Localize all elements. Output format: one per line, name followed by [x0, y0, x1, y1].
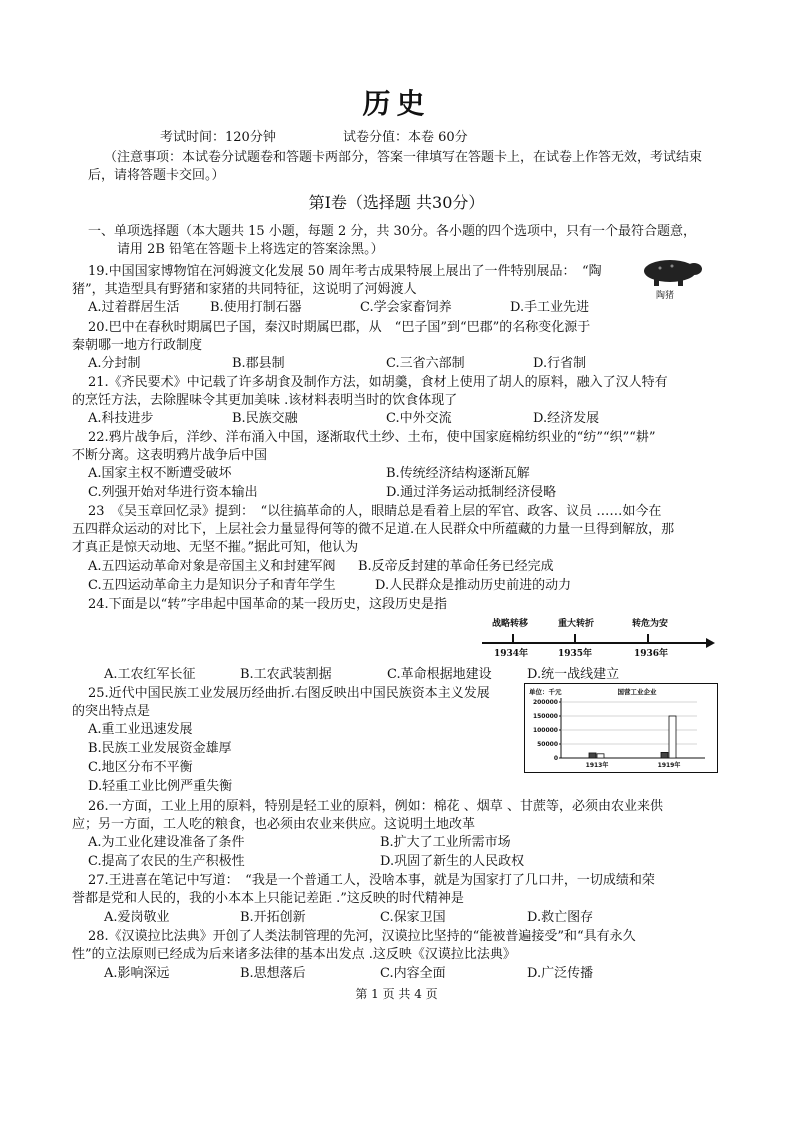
q23-option-a: A.五四运动革命对象是帝国主义和封建军阀 [88, 559, 336, 574]
q21-line-2: 的烹饪方法，去除腥味令其更加美味 .该材料表明当时的饮食体现了 [72, 393, 458, 408]
chart-bar [669, 716, 676, 758]
timeline-tick [574, 634, 576, 644]
timeline-axis [482, 642, 708, 644]
q27-option-a: A.爱岗敬业 [104, 910, 170, 925]
q24-option-b: B.工农武装割据 [240, 667, 332, 682]
q26-option-b: B.扩大了工业所需市场 [380, 835, 511, 850]
notice-line-2: 后，请将答题卡交回。） [88, 168, 225, 183]
chart-unit-label: 单位：千元 [529, 688, 562, 696]
q28-option-c: C.内容全面 [380, 966, 446, 981]
timeline-tick [512, 634, 514, 644]
q23-option-d: D.人民群众是推动历史前进的动力 [375, 578, 572, 593]
timeline-year: 1935年 [558, 649, 593, 659]
q28-option-b: B.思想落后 [240, 966, 306, 981]
q19-line-1: 19.中国国家博物馆在河姆渡文化发展 50 周年考古成果特展上展出了一件特别展品： “陶 [88, 264, 602, 279]
chart-y-tick-label: 150000 [532, 713, 558, 720]
q20-option-b: B.郡县制 [232, 356, 285, 371]
q27-option-b: B.开拓创新 [240, 910, 306, 925]
timeline-year: 1934年 [494, 649, 529, 659]
q22-option-a: A.国家主权不断遭受破坏 [88, 466, 232, 481]
exam-time: 考试时间：120分钟 [160, 130, 276, 145]
timeline-label: 转危为安 [632, 619, 669, 629]
q21-line-1: 21.《齐民要术》中记载了许多胡食及制作方法，如胡羹，食材上使用了胡人的原料，融入了汉人特有 [88, 375, 668, 390]
q22-line-1: 22.鸦片战争后，洋纱、洋布涌入中国，逐渐取代土纱、土布，使中国家庭棉纺织业的“纺”“织”“耕” [88, 430, 656, 445]
q19-line-2: 猪”，其造型具有野猪和家猪的共同特征，这说明了河姆渡人 [72, 282, 417, 297]
chart-category-label: 1919年 [657, 762, 681, 769]
section-title: 第Ⅰ卷（选择题 共30分） [308, 193, 485, 212]
q27-option-c: C.保家卫国 [380, 910, 446, 925]
pottery-pig-image [640, 256, 704, 300]
q23-option-c: C.五四运动革命主力是知识分子和青年学生 [88, 578, 336, 593]
q27-line-2: 誉都是党和人民的，我的小本本上只能记差距 .”这反映的时代精神是 [72, 891, 464, 906]
chart-title: 国营工业企业 [617, 688, 657, 696]
q26-option-c: C.提高了农民的生产积极性 [88, 854, 245, 869]
chart-bar [589, 753, 596, 758]
q19-option-a: A.过着群居生活 [88, 300, 180, 315]
chart-category-label: 1913年 [585, 762, 609, 769]
q25-line-2: 的突出特点是 [72, 704, 151, 719]
q23-line-1: 23 《吴玉章回忆录》提到： “以往搞革命的人，眼睛总是看着上层的军官、政客、议员 ……如今在 [88, 504, 662, 519]
q23-line-2: 五四群众运动的对比下，上层社会力量显得何等的微不足道.在人民群众中所蕴藏的力量一旦得到解放，那 [72, 522, 675, 537]
timeline-tick [647, 634, 649, 644]
q24-option-c: C.革命根据地建设 [387, 667, 492, 682]
q21-option-d: D.经济发展 [533, 411, 600, 426]
q24-line-1: 24.下面是以“转”字串起中国革命的某一段历史，这段历史是指 [88, 597, 447, 612]
timeline-arrow [706, 638, 715, 648]
notice-line-1: （注意事项：本试卷分试题卷和答题卡两部分，答案一律填写在答题卡上，在试卷上作答无效，考试结束 [104, 150, 703, 165]
q22-option-c: C.列强开始对华进行资本输出 [88, 485, 258, 500]
q20-option-c: C.三省六部制 [386, 356, 465, 371]
industry-bar-chart [524, 683, 718, 773]
q20-option-a: A.分封制 [88, 356, 141, 371]
q25-option-a: A.重工业迅速发展 [88, 722, 193, 737]
q26-line-2: 应；另一方面，工人吃的粮食，也必须由农业来供应。这说明土地改革 [72, 817, 476, 832]
q25-option-b: B.民族工业发展资金雄厚 [88, 741, 232, 756]
q22-option-d: D.通过洋务运动抵制经济侵略 [386, 485, 557, 500]
q22-line-2: 不断分离。这表明鸦片战争后中国 [72, 448, 268, 463]
q20-line-2: 秦朝哪一地方行政制度 [72, 338, 203, 353]
q26-option-a: A.为工业化建设准备了条件 [88, 835, 245, 850]
q28-option-d: D.广泛传播 [527, 966, 594, 981]
q19-option-c: C.学会家畜饲养 [360, 300, 452, 315]
chart-y-tick-label: 0 [553, 755, 558, 762]
q26-line-1: 26.一方面，工业上用的原料，特别是轻工业的原料，例如：棉花 、烟草 、甘蔗等，必须由农业来供 [88, 799, 663, 814]
timeline-year: 1936年 [634, 649, 669, 659]
q21-option-c: C.中外交流 [386, 411, 452, 426]
q20-line-1: 20.巴中在春秋时期属巴子国，秦汉时期属巴郡，从 “巴子国”到“巴郡”的名称变化源于 [88, 320, 591, 335]
q21-option-b: B.民族交融 [232, 411, 298, 426]
q28-line-2: 性”的立法原则已经成为后来诸多法律的基本出发点 .这反映《汉谟拉比法典》 [72, 947, 516, 962]
exam-score: 试卷分值：本卷 60分 [343, 130, 468, 145]
q23-option-b: B.反帝反封建的革命任务已经完成 [358, 559, 554, 574]
q22-option-b: B.传统经济结构逐渐瓦解 [386, 466, 530, 481]
chart-bar [661, 752, 668, 758]
chart-y-tick-label: 100000 [532, 727, 558, 734]
bar-chart-svg [525, 684, 717, 772]
q24-option-a: A.工农红军长征 [104, 667, 196, 682]
q27-line-1: 27.王进喜在笔记中写道： “我是一个普通工人，没啥本事，就是为国家打了几口井，一切成绩和荣 [88, 873, 655, 888]
page-number: 第 1 页 共 4 页 [355, 987, 438, 1001]
pottery-pig-caption: 陶猪 [656, 291, 675, 301]
section-instruction-2: 请用 2B 铅笔在答题卡上将选定的答案涂黑。） [117, 242, 384, 257]
q21-option-a: A.科技进步 [88, 411, 154, 426]
q25-option-d: D.轻重工业比例严重失衡 [88, 779, 233, 794]
q25-line-1: 25.近代中国民族工业发展历经曲折.右图反映出中国民族资本主义发展 [88, 686, 490, 701]
chart-y-tick-label: 50000 [537, 741, 558, 748]
chart-bar [597, 754, 604, 758]
q25-option-c: C.地区分布不平衡 [88, 760, 193, 775]
timeline-label: 重大转折 [558, 619, 595, 629]
q27-option-d: D.救亡图存 [527, 910, 594, 925]
q23-line-3: 才真正是惊天动地、无坚不摧。”据此可知，他认为 [72, 540, 359, 555]
revolution-timeline [482, 612, 718, 660]
q28-line-1: 28.《汉谟拉比法典》开创了人类法制管理的先河，汉谟拉比坚持的“能被普遍接受”和“具有永久 [88, 929, 636, 944]
section-instruction-1: 一、单项选择题（本大题共 15 小题，每题 2 分，共 30分。各小题的四个选项中，只有一个最符合题意， [88, 224, 697, 239]
q19-option-d: D.手工业先进 [510, 300, 590, 315]
page-title: 历史 [362, 87, 431, 120]
chart-y-tick-label: 200000 [532, 699, 558, 706]
q26-option-d: D.巩固了新生的人民政权 [380, 854, 525, 869]
q28-option-a: A.影响深远 [104, 966, 170, 981]
q24-option-d: D.统一战线建立 [527, 667, 620, 682]
q20-option-d: D.行省制 [533, 356, 587, 371]
timeline-label: 战略转移 [492, 619, 529, 629]
q19-option-b: B.使用打制石器 [210, 300, 302, 315]
